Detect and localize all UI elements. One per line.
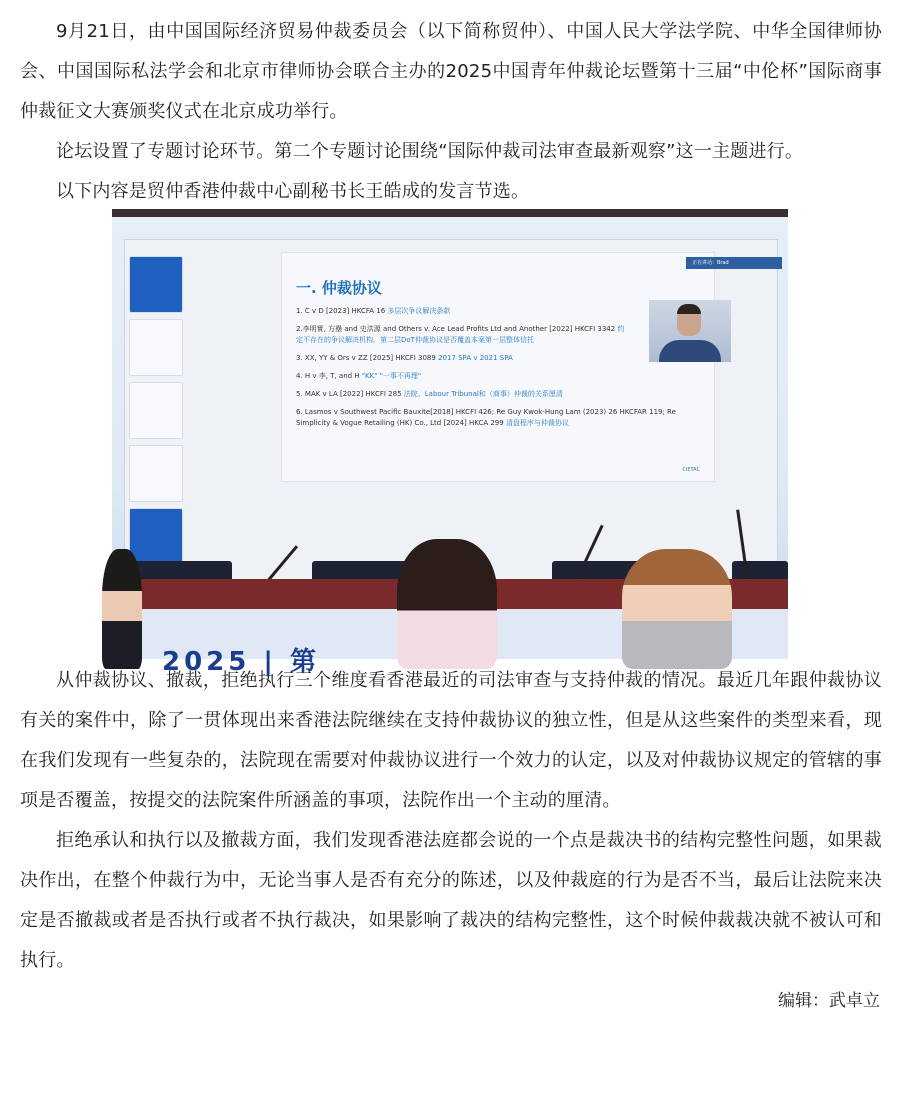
stage-title: 2025 | 第 <box>162 647 320 677</box>
paragraph-speaker: 以下内容是贸仲香港仲裁中心副秘书长王皓成的发言节选。 <box>56 181 530 202</box>
slide-item: 5. MAK v LA [2022] HKCFI 285 法院、Labour Tribunal和（商事）仲裁的关系厘清 <box>296 390 563 398</box>
slide-item: 3. XX, YY & Ors v ZZ [2025] HKCFI 3089 2017 SPA v 2021 SPA <box>296 354 513 362</box>
slide-item: 6. Lasmos v Southwest Pacific Bauxite[2018] HKCFI 426; Re Guy Kwok-Hung Lam (2023) 26 HKCFAR 119; Re Simplicity & Vogue Retailing (HK) Co., Ltd [2024] HKCA 299 清盘程序与仲裁协议 <box>296 408 676 427</box>
slide-item: 2.李明實, 方壘 and 史洪源 and Others v. Ace Lead Profits Ltd and Another [2022] HKCFI 3342 约定不存在的争议解决机构、第二层DoT仲裁协议是否覆盖本案第一层整体信托 <box>296 325 625 344</box>
editor-credit: 编辑：武卓立 <box>778 991 880 1011</box>
slide-item: 4. H v 李, T, and H "KK" "一事不再理" <box>296 372 422 380</box>
event-photo <box>112 209 788 677</box>
attendee <box>397 539 497 669</box>
speaker-banner: 正在讲话：Brad <box>686 257 782 269</box>
speaker-video <box>649 300 731 362</box>
slide-title: 一. 仲裁协议 <box>296 279 382 297</box>
meeting-sidebar <box>125 250 187 560</box>
attendee <box>622 549 732 669</box>
paragraph-session: 论坛设置了专题讨论环节。第二个专题讨论围绕“国际仲裁司法审查最新观察”这一主题进行。 <box>56 141 804 162</box>
presentation-slide <box>281 252 729 482</box>
cietac-logo: CIETAC <box>682 467 700 473</box>
slide-item: 1. C v D [2023] HKCFA 16 多层次争议解决条款 <box>296 307 451 315</box>
paragraph-arbitration-agreement: 从仲裁协议、撤裁，拒绝执行三个维度看香港最近的司法审查与支持仲裁的情况。最近几年跟仲裁协议有关的案件中，除了一贯体现出来香港法院继续在支持仲裁协议的独立性，但是从这些案件的类型来看，现在我们发现有一些复杂的，法院现在需要对仲裁协议进行一个效力的认定，以及对仲裁协议规定的管辖的事项是否覆盖，按提交的法院案件所涵盖的事项，法院作出一个主动的厘清。 <box>20 670 882 811</box>
paragraph-intro: 9月21日，由中国国际经济贸易仲裁委员会（以下简称贸仲）、中国人民大学法学院、中华全国律师协会、中国国际私法学会和北京市律师协会联合主办的2025中国青年仲裁论坛暨第十三届“中伦杯”国际商事仲裁征文大赛颁奖仪式在北京成功举行。 <box>20 21 882 122</box>
paragraph-enforcement: 拒绝承认和执行以及撤裁方面，我们发现香港法庭都会说的一个点是裁决书的结构完整性问题，如果裁决作出，在整个仲裁行为中，无论当事人是否有充分的陈述，以及仲裁庭的行为是否不当，最后让法院来决定是否撤裁或者是否执行或者不执行裁决，如果影响了裁决的结构完整性，这个时候仲裁裁决就不被认可和执行。 <box>20 830 882 971</box>
wall-trim <box>112 209 788 217</box>
attendee <box>102 549 142 669</box>
